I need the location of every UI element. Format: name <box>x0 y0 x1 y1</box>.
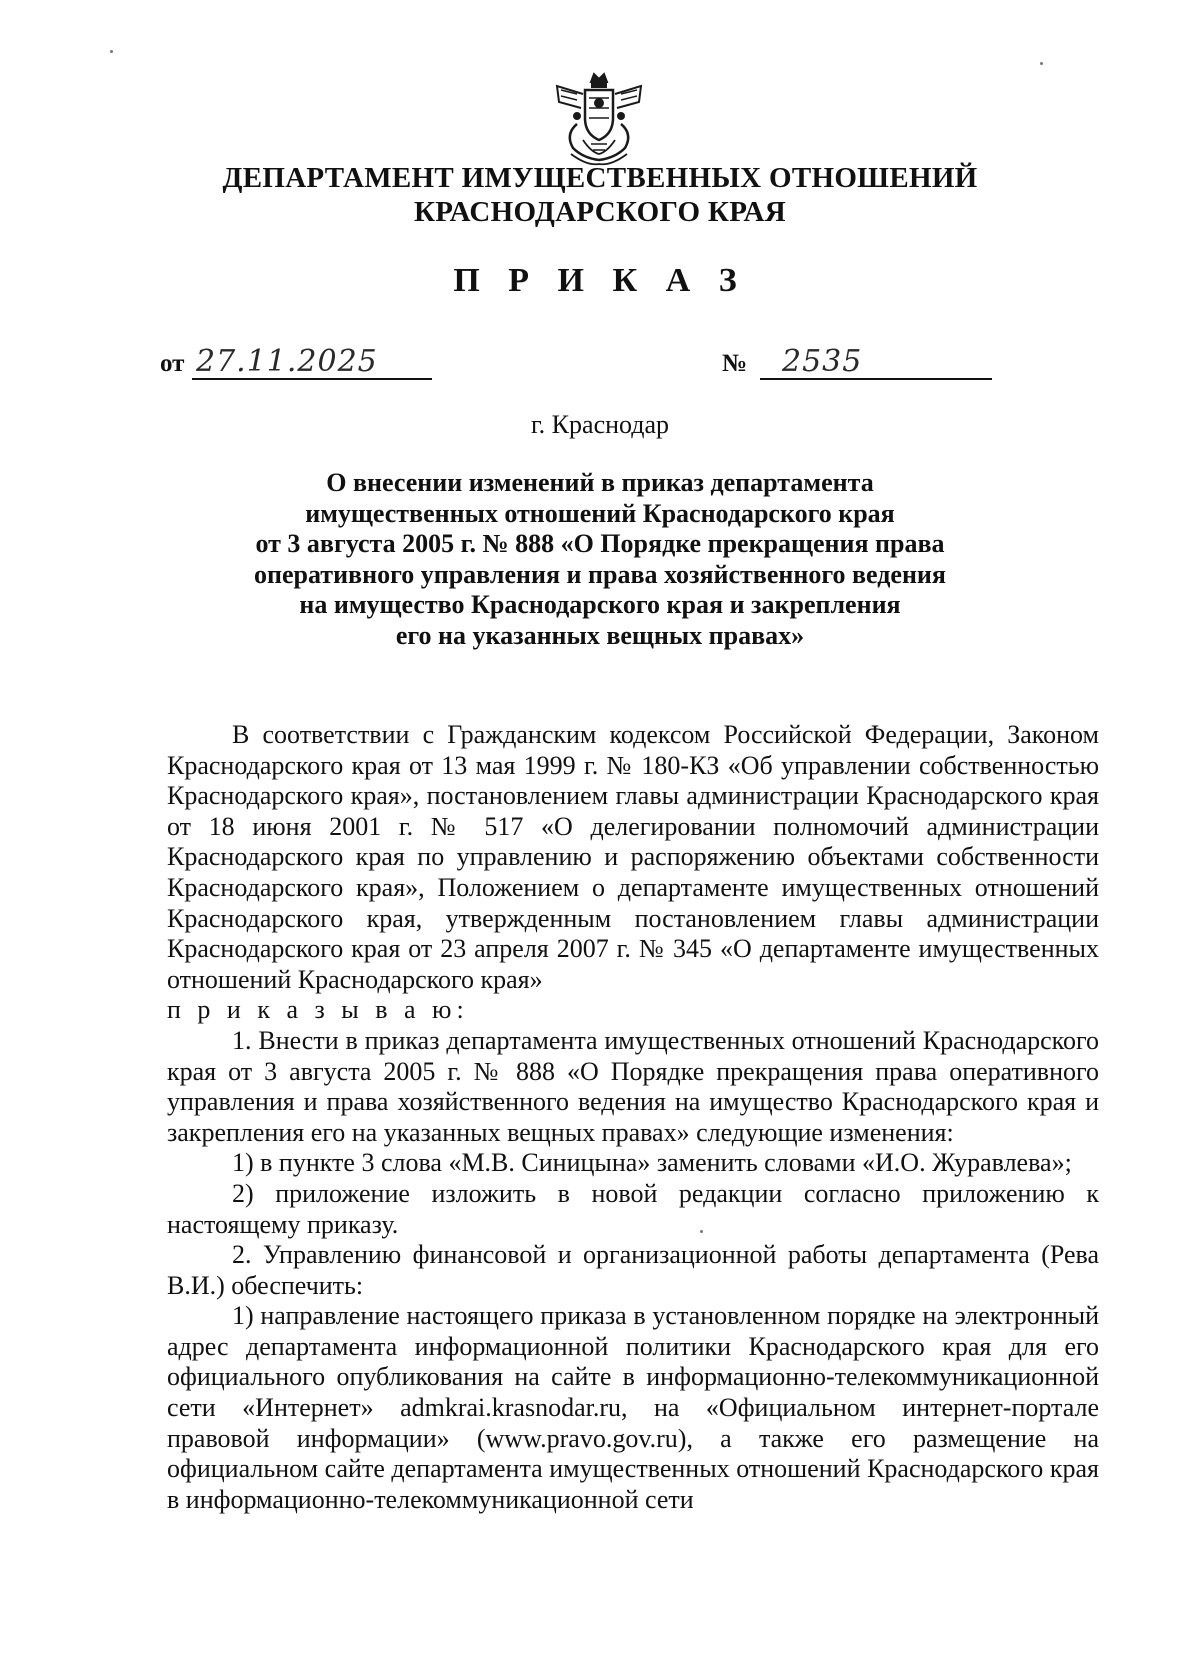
order-word: п р и к а з ы в а ю: <box>167 995 469 1025</box>
item-1-subitem-2: 2) приложение изложить в новой редакции согласно приложению к настоящему приказу. <box>167 1178 1099 1239</box>
heading-line: его на указанных вещных правах» <box>395 620 805 650</box>
date-prefix: от <box>160 350 185 377</box>
document-type-title: П Р И К А З <box>453 262 747 299</box>
scan-speck <box>1040 62 1043 65</box>
department-name-line-2: КРАСНОДАРСКОГО КРАЯ <box>413 196 787 228</box>
item-1-paragraph: 1. Внести в приказ департамента имущественных отношений Краснодарского края от 3 августа 2005 г. № 888 «О Порядке прекращения права оперативного управления и права хозяйственного ведения на имущество Краснодарского края и закрепления его на указанных вещных правах» следующие изменения: <box>167 1025 1099 1147</box>
heading-line: О внесении изменений в приказ департамента <box>326 468 874 497</box>
item-2-paragraph: 2. Управлению финансовой и организационной работы департамента (Рева В.И.) обеспечить: <box>167 1240 1099 1300</box>
heading-line: от 3 августа 2005 г. № 888 «О Порядке прекращения права <box>255 529 945 558</box>
item-2-subitem-1: 1) направление настоящего приказа в установленном порядке на электронный адрес департамента информационной политики Краснодарского края для его официального опубликования на сайте в информационно-телекоммуникационной сети «Интернет» admkrai.krasnodar.ru, на «Официальном интернет-портале правовой информации» (www.pravo.gov.ru), а также его размещение на официальном сайте департамента имущественных отношений Краснодарского края в информационно-телекоммуникационной сети <box>167 1301 1099 1514</box>
heading-line: оперативного управления и права хозяйственного ведения <box>254 559 946 589</box>
city-line: г. Краснодар <box>530 410 670 439</box>
heading-line: имущественных отношений Краснодарского края <box>305 498 895 528</box>
order-body <box>167 720 1099 1515</box>
scan-speck <box>700 1230 703 1233</box>
preamble-paragraph: В соответствии с Гражданским кодексом Российской Федерации, Законом Краснодарского края от 13 мая 1999 г. № 180-КЗ «Об управлении собственностью Краснодарского края», постановлением главы администрации Краснодарского края от 18 июня 2001 г. № 517 «О делегировании полномочий администрации Краснодарского края по управлению и распоряжению объектами собственности Краснодарского края», Положением о департаменте имущественных отношений Краснодарского края, утвержденным постановлением главы администрации Краснодарского края от 23 апреля 2007 г. № 345 «О департаменте имущественных отношений Краснодарского края» <box>167 720 1099 994</box>
krasnodar-krai-coat-of-arms-icon <box>547 68 651 170</box>
heading-line: на имущество Краснодарского края и закрепления <box>299 590 901 619</box>
order-heading <box>230 468 970 651</box>
number-prefix: № <box>722 350 748 377</box>
scan-speck <box>110 50 113 53</box>
department-name-line-1: ДЕПАРТАМЕНТ ИМУЩЕСТВЕННЫХ ОТНОШЕНИЙ <box>222 162 978 194</box>
order-number-value: 2535 <box>782 344 863 379</box>
item-1-subitem-1: 1) в пункте 3 слова «М.В. Синицына» заменить словами «И.О. Журавлева»; <box>232 1148 1072 1178</box>
date-underline <box>192 378 432 380</box>
order-date-value: 27.11.2025 <box>196 344 378 379</box>
number-underline <box>760 378 992 380</box>
